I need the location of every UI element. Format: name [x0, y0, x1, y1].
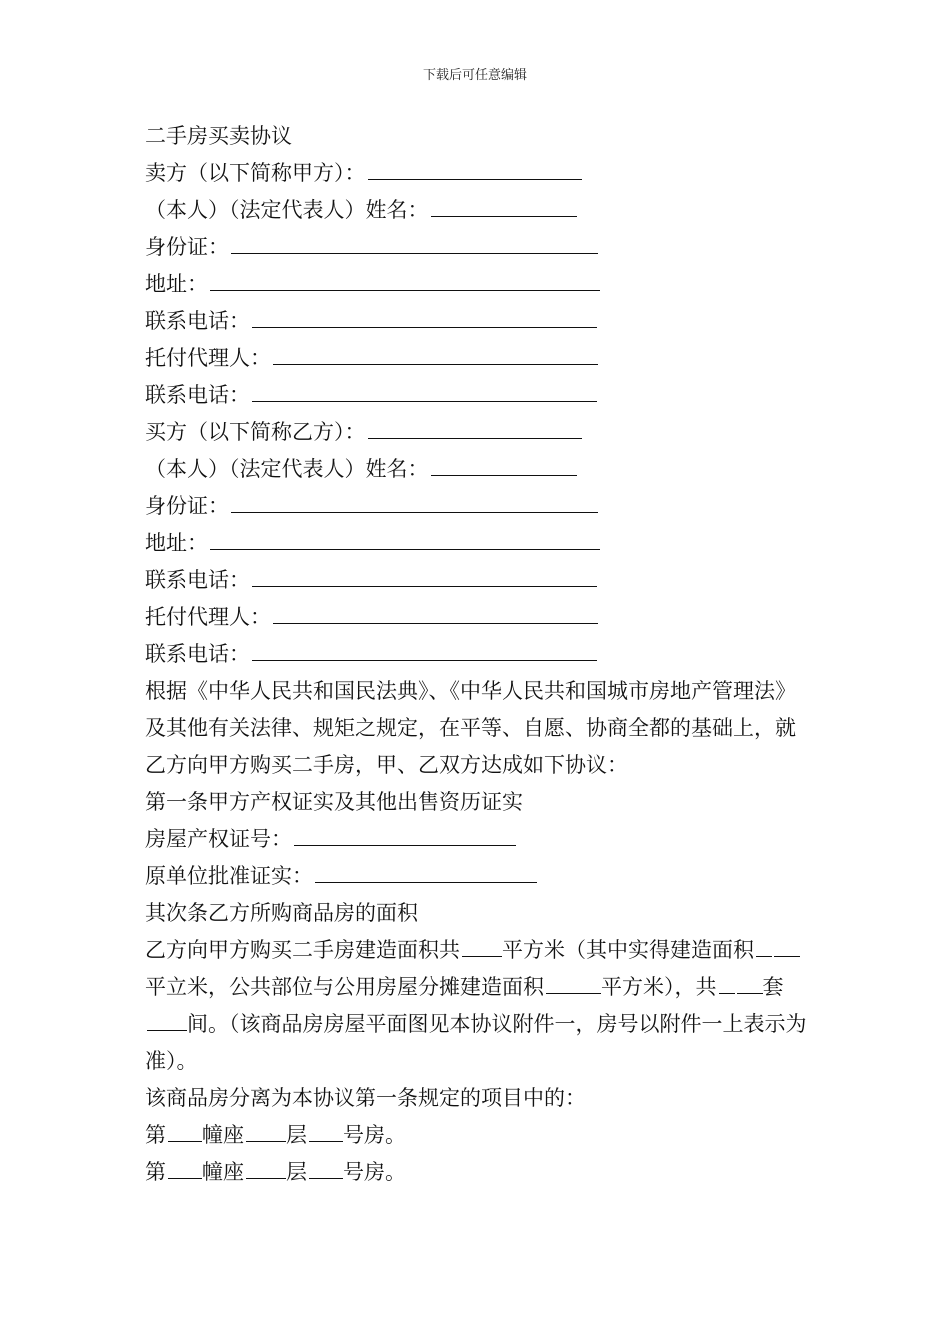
buyer-blank[interactable]: [368, 419, 582, 439]
buyer-address-line: [145, 525, 810, 562]
seller-line: [145, 155, 810, 192]
area-text-3: 平立米，公共部位与公用房屋分摊建造面积: [145, 975, 544, 999]
area-text-2: 平方米（其中实得建造面积: [502, 938, 754, 962]
seller-name-blank[interactable]: [431, 197, 577, 217]
buyer-id-label: 身份证：: [145, 494, 229, 518]
approval-line: [145, 858, 810, 895]
room-number-label: 号房。: [343, 1160, 406, 1184]
room-number-blank[interactable]: [309, 1159, 343, 1179]
approval-blank[interactable]: [315, 863, 537, 883]
shared-area-blank[interactable]: [546, 974, 601, 994]
seller-address-line: [145, 266, 810, 303]
buyer-phone-label: 联系电话：: [145, 568, 250, 592]
area-text-4: 平方米），共: [601, 975, 717, 999]
buyer-phone-blank[interactable]: [252, 567, 597, 587]
seller-address-blank[interactable]: [210, 271, 600, 291]
cert-label: 房屋产权证号：: [145, 827, 292, 851]
buyer-agent-phone-blank[interactable]: [252, 641, 597, 661]
buyer-agent-line: [145, 599, 810, 636]
approval-label: 原单位批准证实：: [145, 864, 313, 888]
seller-address-label: 地址：: [145, 272, 208, 296]
agreement-body: [145, 118, 810, 1191]
buyer-name-label: （本人）（法定代表人）姓名：: [145, 457, 429, 481]
total-area-blank[interactable]: [462, 937, 502, 957]
seller-agent-blank[interactable]: [273, 345, 598, 365]
usable-area-blank-a[interactable]: [756, 937, 772, 957]
seller-blank[interactable]: [368, 160, 582, 180]
room-line-1: [145, 1117, 810, 1154]
buyer-line: [145, 414, 810, 451]
room-prefix: 第: [145, 1160, 166, 1184]
room-number-label: 号房。: [343, 1123, 406, 1147]
seller-name-label: （本人）（法定代表人）姓名：: [145, 198, 429, 222]
area-paragraph: [145, 932, 810, 1080]
room-prefix: 第: [145, 1123, 166, 1147]
room-building-label: 幢座: [202, 1160, 244, 1184]
buyer-address-label: 地址：: [145, 531, 208, 555]
seller-name-line: [145, 192, 810, 229]
building-blank[interactable]: [168, 1159, 202, 1179]
seller-phone-blank[interactable]: [252, 308, 597, 328]
area-text-1: 乙方向甲方购买二手房建造面积共: [145, 938, 460, 962]
usable-area-blank-b[interactable]: [774, 937, 800, 957]
buyer-agent-phone-line: [145, 636, 810, 673]
buyer-address-blank[interactable]: [210, 530, 600, 550]
buyer-phone-line: [145, 562, 810, 599]
area-text-5: 套: [762, 975, 784, 999]
seller-id-blank[interactable]: [231, 234, 598, 254]
seller-agent-phone-blank[interactable]: [252, 382, 597, 402]
seller-agent-label: 托付代理人：: [145, 346, 271, 370]
unit-count-blank-a[interactable]: [719, 974, 735, 994]
seller-phone-label: 联系电话：: [145, 309, 250, 333]
cert-line: [145, 821, 810, 858]
preamble-paragraph: 根据《中华人民共和国民法典》、《中华人民共和国城市房地产管理法》及其他有关法律、规矩之规定，在平等、自愿、协商全都的基础上，就乙方向甲方购买二手房，甲、乙双方达成如下协议：: [145, 679, 796, 777]
seller-label: 卖方（以下简称甲方）：: [145, 161, 366, 185]
seller-agent-line: [145, 340, 810, 377]
room-floor-label: 层: [286, 1160, 307, 1184]
article2-heading: 其次条乙方所购商品房的面积: [145, 901, 418, 925]
room-number-blank[interactable]: [309, 1122, 343, 1142]
floor-blank[interactable]: [246, 1159, 286, 1179]
room-count-blank[interactable]: [147, 1011, 187, 1031]
buyer-label: 买方（以下简称乙方）：: [145, 420, 366, 444]
document-title: 二手房买卖协议: [145, 124, 292, 148]
seller-agent-phone-label: 联系电话：: [145, 383, 250, 407]
area-text-6: 间。（该商品房房屋平面图见本协议附件一，房号以附件一上表示为准）。: [145, 1012, 807, 1073]
seller-id-label: 身份证：: [145, 235, 229, 259]
buyer-agent-blank[interactable]: [273, 604, 598, 624]
seller-phone-line: [145, 303, 810, 340]
buyer-agent-phone-label: 联系电话：: [145, 642, 250, 666]
buyer-name-blank[interactable]: [431, 456, 577, 476]
article1-heading: 第一条甲方产权证实及其他出售资历证实: [145, 790, 523, 814]
download-note: 下载后可任意编辑: [422, 68, 527, 83]
seller-agent-phone-line: [145, 377, 810, 414]
buyer-id-blank[interactable]: [231, 493, 598, 513]
buyer-id-line: [145, 488, 810, 525]
location-intro: 该商品房分离为本协议第一条规定的项目中的：: [145, 1086, 586, 1110]
room-floor-label: 层: [286, 1123, 307, 1147]
floor-blank[interactable]: [246, 1122, 286, 1142]
buyer-agent-label: 托付代理人：: [145, 605, 271, 629]
seller-id-line: [145, 229, 810, 266]
building-blank[interactable]: [168, 1122, 202, 1142]
unit-count-blank-b[interactable]: [737, 974, 763, 994]
cert-blank[interactable]: [294, 826, 516, 846]
buyer-name-line: [145, 451, 810, 488]
room-building-label: 幢座: [202, 1123, 244, 1147]
room-line-2: [145, 1154, 810, 1191]
